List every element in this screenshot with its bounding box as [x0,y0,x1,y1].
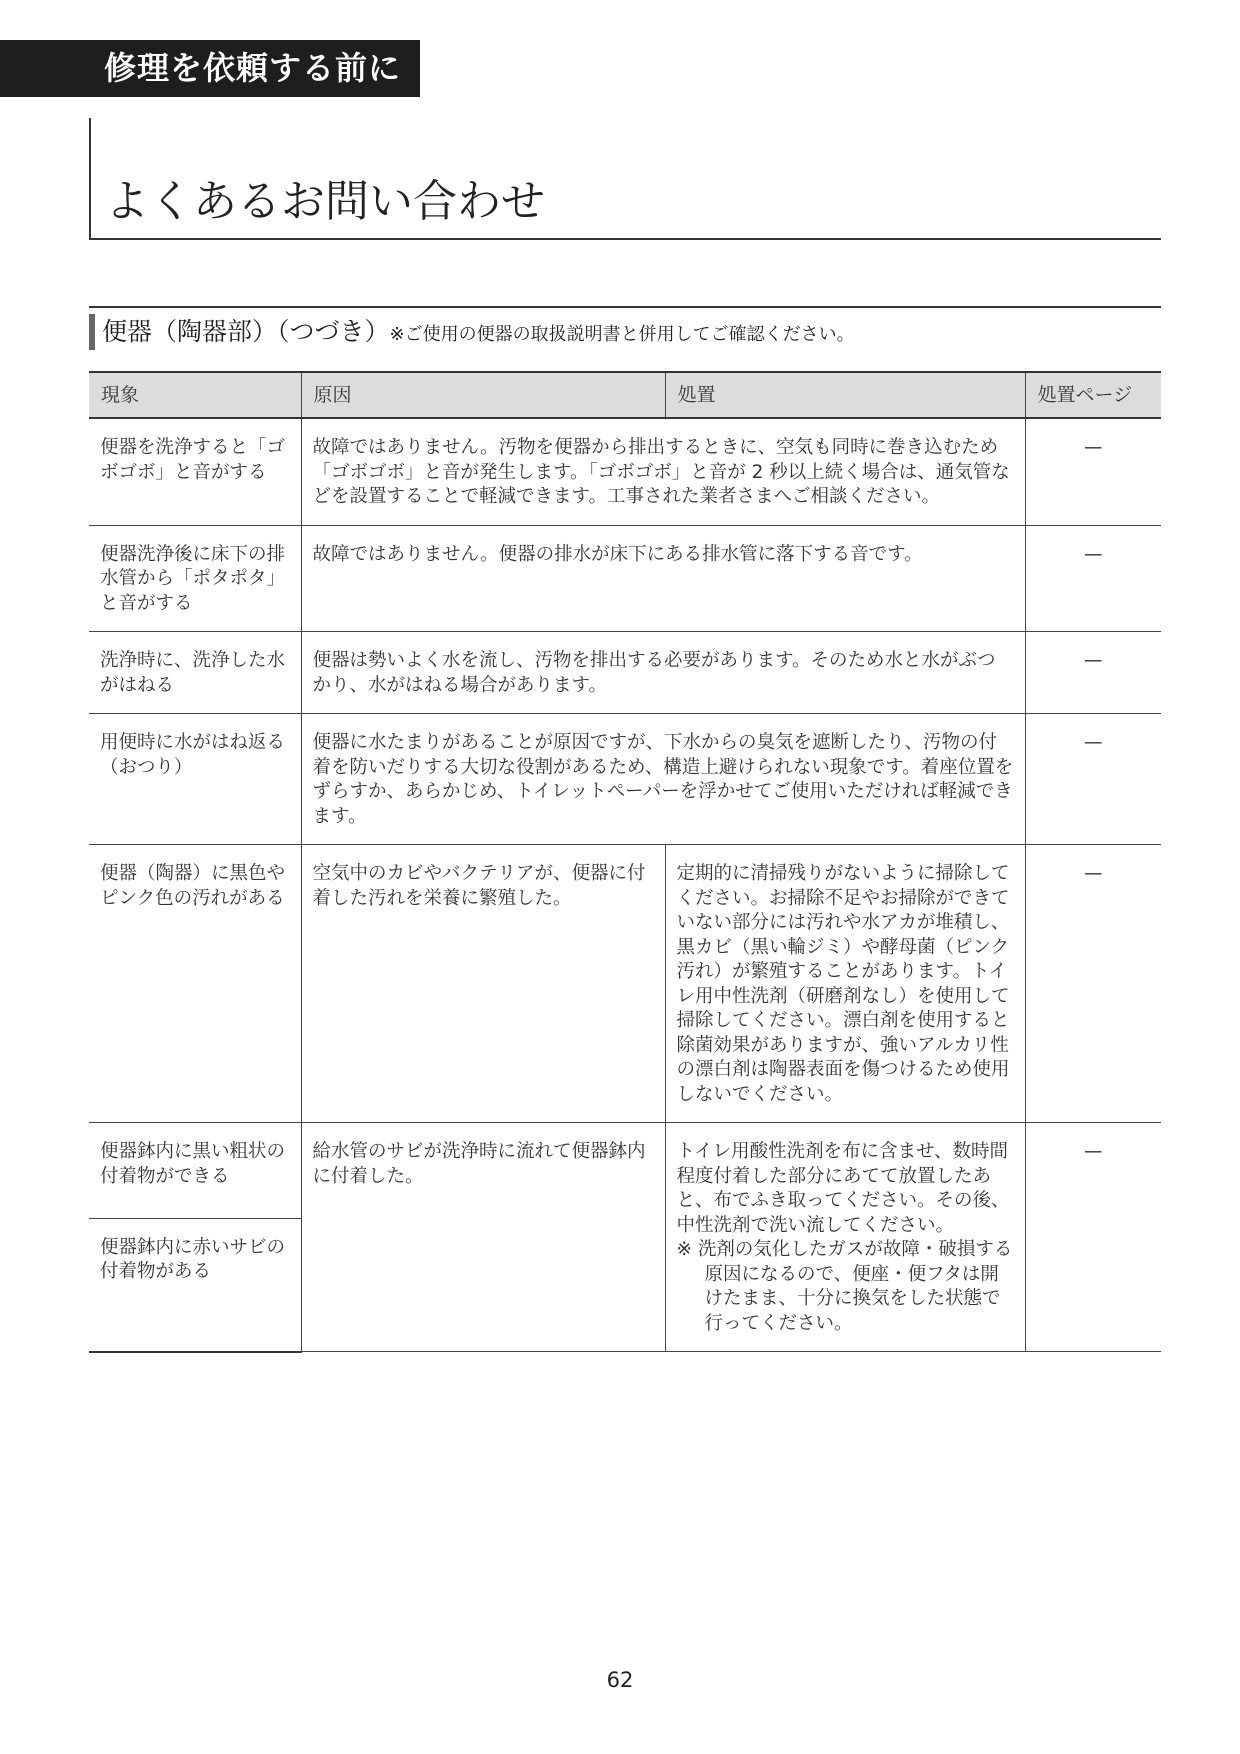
cause-action-cell: 便器は勢いよく水を流し、汚物を排出する必要があります。そのため水と水がぶつかり、水がはねる場合があります。 [301,632,1025,714]
table-row [89,418,1161,525]
action-text: トイレ用酸性洗剤を布に含ませ、数時間程度付着した部分にあてて放置したあと、布でふき取ってください。その後、中性洗剤で洗い流してください。 [676,1141,1010,1236]
section-note: ※ご使用の便器の取扱説明書と併用してご確認ください。 [389,324,855,345]
cause-action-cell: 故障ではありません。便器の排水が床下にある排水管に落下する音です。 [301,525,1025,632]
symptom-cell: 便器鉢内に黒い粗状の付着物ができる [89,1123,301,1219]
symptom-cell: 便器を洗浄すると「ゴボゴボ」と音がする [89,418,301,525]
symptom-cell: 便器洗浄後に床下の排水管から「ポタポタ」と音がする [89,525,301,632]
section-title: 便器（陶器部）（つづき） [102,317,390,346]
page-ref-cell: — [1025,632,1161,714]
page-ref-cell: — [1025,1123,1161,1352]
page-ref-cell: — [1025,418,1161,525]
chapter-header-tab: 修理を依頼する前に [0,40,420,97]
table-header-row [89,372,1161,418]
action-cell [665,1123,1025,1352]
cause-action-cell: 便器に水たまりがあることが原因ですが、下水からの臭気を遮断したり、汚物の付着を防いだりする大切な役割があるため、構造上避けられない現象です。着座位置をずらすか、あらかじめ、トイレットペーパーを浮かせてご使用いただければ軽減できます。 [301,714,1025,845]
cause-cell: 空気中のカビやバクテリアが、便器に付着した汚れを栄養に繁殖した。 [301,845,665,1123]
header-action: 処置 [665,372,1025,418]
table-row [89,714,1161,845]
faq-table [89,371,1161,1353]
page-ref-cell: — [1025,845,1161,1123]
table-row [89,845,1161,1123]
symptom-cell: 洗浄時に、洗浄した水がはねる [89,632,301,714]
header-cause: 原因 [301,372,665,418]
cause-action-cell: 故障ではありません。汚物を便器から排出するときに、空気も同時に巻き込むため「ゴボゴボ」と音が発生します。「ゴボゴボ」と音が 2 秒以上続く場合は、通気管などを設置することで軽減できます。工事された業者さまへご相談ください。 [301,418,1025,525]
title-underline [89,238,1161,240]
action-caution-note: ※ 洗剤の気化したガスが故障・破損する原因になるので、便座・便フタは開けたまま、十分に換気をした状態で行ってください。 [676,1239,1013,1334]
header-symptom: 現象 [89,372,301,418]
header-page: 処置ページ [1025,372,1161,418]
page-number: 62 [606,1668,634,1692]
action-cell: 定期的に清掃残りがないように掃除してください。お掃除不足やお掃除ができていない部分には汚れや水アカが堆積し、黒カビ（黒い輪ジミ）や酵母菌（ピンク汚れ）が繁殖することがあります。トイレ用中性洗剤（研磨剤なし）を使用して掃除してください。漂白剤を使用すると除菌効果がありますが、強いアルカリ性の漂白剤は陶器表面を傷つけるため使用しないでください。 [665,845,1025,1123]
table-row [89,525,1161,632]
symptom-cell: 便器（陶器）に黒色やピンク色の汚れがある [89,845,301,1123]
title-frame-vertical-line [89,118,91,240]
symptom-cell: 用便時に水がはね返る（おつり） [89,714,301,845]
section-marker-bar [89,314,95,350]
page-ref-cell: — [1025,714,1161,845]
table-row [89,632,1161,714]
table-row [89,1123,1161,1219]
symptom-cell: 便器鉢内に赤いサビの付着物がある [89,1218,301,1352]
section-heading [102,312,855,355]
page-ref-cell: — [1025,525,1161,632]
section-top-rule [89,306,1161,308]
cause-cell: 給水管のサビが洗浄時に流れて便器鉢内に付着した。 [301,1123,665,1352]
page-title: よくあるお問い合わせ [105,176,545,227]
